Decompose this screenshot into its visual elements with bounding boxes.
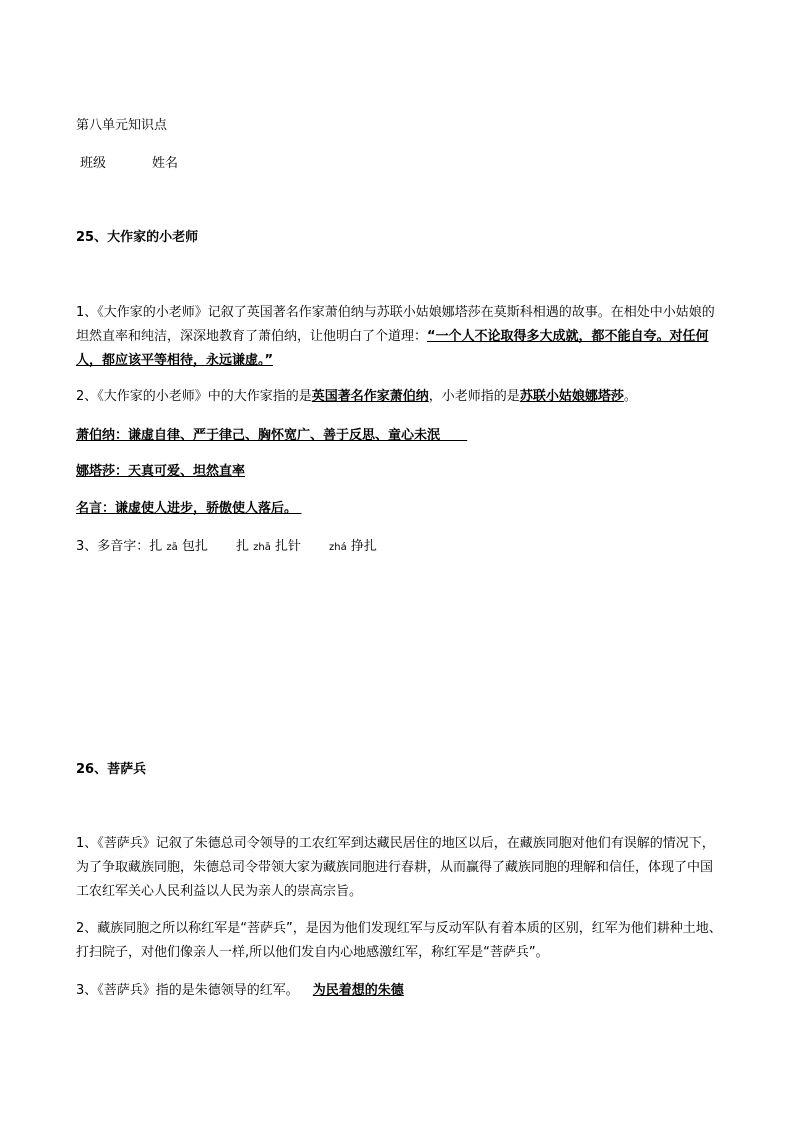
section25-heading: 25、大作家的小老师 xyxy=(76,230,199,245)
xiaobona-traits-text: 萧伯纳：谦虚自律、严于律己、胸怀宽广、善于反思、童心未泯 xyxy=(76,428,441,443)
s26-p3-highlight: 为民着想的朱德 xyxy=(312,983,404,998)
quote-underline-tail xyxy=(297,501,302,516)
s26-p3-text: 3、《菩萨兵》指的是朱德领导的红军。 xyxy=(76,983,299,998)
s25-p1-moral: “一个人不论取得多大成就，都不能自夸。对任何人，都应该平等相待，永远谦虚。” xyxy=(76,329,709,368)
poly-word-3: 挣扎 xyxy=(350,539,377,554)
poly-char-2: 扎 xyxy=(235,539,249,554)
poly-pinyin-1: zā xyxy=(166,542,178,553)
s25-p2-text-c: ，小老师指的是 xyxy=(428,389,520,404)
section25-paragraph-1 xyxy=(76,301,722,373)
poly-pinyin-3: zhá xyxy=(329,542,347,553)
poly-word-1: 包扎 xyxy=(181,539,208,554)
section26-paragraph-1: 1、《菩萨兵》记叙了朱德总司令领导的工农红军到达藏民居住的地区以后，在藏族同胞对他们有误解的情况下，为了争取藏族同胞，朱德总司令带领大家为藏族同胞进行春耕，从而赢得了藏族同胞的理解和信任，体现了中国工农红军关心人民利益以人民为亲人的崇高宗旨。 xyxy=(76,836,715,899)
s25-p2-teacher: 苏联小姑娘娜塔莎 xyxy=(519,389,624,404)
class-label: 班级 xyxy=(80,156,107,171)
s25-p2-writer: 英国著名作家萧伯纳 xyxy=(311,389,429,404)
natasha-traits xyxy=(76,460,736,484)
section26-heading: 26、菩萨兵 xyxy=(76,762,147,777)
s25-p1-text: 1、《大作家的小老师》记叙了英国著名作家萧伯纳与苏联小姑娘娜塔莎在莫斯科相遇的故事。在相处中小姑娘的坦然直率和纯洁，深深地教育了萧伯纳，让他明白了个道理： xyxy=(76,305,715,344)
poly-word-2: 扎针 xyxy=(274,539,301,554)
polyphonic-characters xyxy=(76,535,736,560)
xiaobona-traits xyxy=(76,424,736,448)
section25-paragraph-2 xyxy=(76,385,736,409)
s25-p2-text-e: 。 xyxy=(623,389,637,404)
poly-pinyin-2: zhā xyxy=(253,542,271,553)
s25-p2-text-a: 2、《大作家的小老师》中的大作家指的是 xyxy=(76,389,312,404)
class-name-row xyxy=(80,152,740,176)
natasha-traits-text: 娜塔莎：天真可爱、坦然直率 xyxy=(76,464,246,479)
famous-quote-text: 名言：谦虚使人进步，骄傲使人落后。 xyxy=(76,501,298,516)
section26-paragraph-3 xyxy=(76,979,736,1003)
famous-quote xyxy=(76,497,736,521)
name-label: 姓名 xyxy=(152,156,179,171)
doc-title: 第八单元知识点 xyxy=(76,118,168,133)
section26-paragraph-2: 2、藏族同胞之所以称红军是“菩萨兵”，是因为他们发现红军与反动军队有着本质的区别，红军为他们耕种土地、打扫院子，对他们像亲人一样,所以他们发自内心地感激红军，称红军是“菩萨兵”。 xyxy=(76,921,722,960)
poly-text-a: 3、多音字：扎 xyxy=(76,539,163,554)
xiaobona-underline-tail xyxy=(440,428,467,443)
